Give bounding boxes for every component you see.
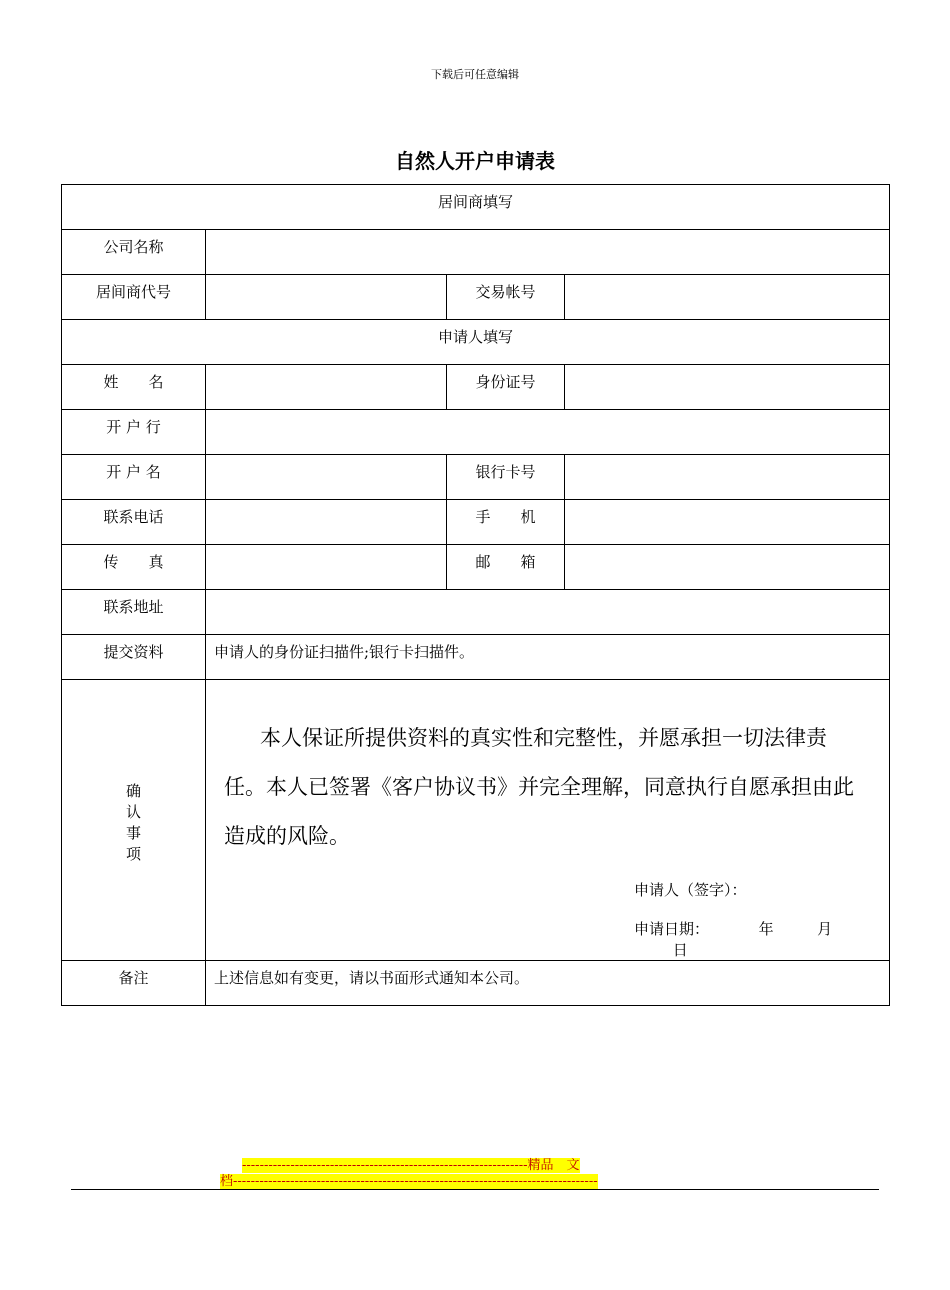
- confirm-row: [62, 680, 890, 961]
- confirm-label-char: 确: [125, 782, 141, 800]
- footer-watermark: [220, 1158, 730, 1190]
- bank-field[interactable]: [206, 410, 890, 455]
- footer-line2-prefix: 档: [220, 1174, 234, 1189]
- footer-rule: [71, 1189, 879, 1190]
- date-line: [634, 918, 865, 960]
- signature-line: [634, 879, 865, 900]
- mobile-field[interactable]: [565, 500, 890, 545]
- trading-account-label: 交易帐号: [447, 275, 565, 320]
- company-name-row: [62, 230, 890, 275]
- phone-label: 联系电话: [62, 500, 206, 545]
- company-name-field[interactable]: [206, 230, 890, 275]
- footer-line1: -----------------------------------------------------------------精品 文: [242, 1158, 580, 1173]
- bank-label: 开 户 行: [62, 410, 206, 455]
- remarks-value: 上述信息如有变更，请以书面形式通知本公司。: [206, 961, 890, 1006]
- address-field[interactable]: [206, 590, 890, 635]
- confirm-label: [70, 686, 197, 960]
- confirm-label-char: 事: [125, 824, 141, 842]
- applicant-section-header: 申请人填写: [62, 320, 890, 365]
- phone-row: [62, 500, 890, 545]
- applicant-section-row: [62, 320, 890, 365]
- id-number-label: 身份证号: [447, 365, 565, 410]
- broker-section-row: [62, 185, 890, 230]
- form-title: 自然人开户申请表: [395, 149, 555, 173]
- remarks-row: [62, 961, 890, 1006]
- bank-card-field[interactable]: [565, 455, 890, 500]
- confirm-label-char: 项: [125, 845, 141, 863]
- date-year: 年: [758, 920, 774, 938]
- phone-field[interactable]: [206, 500, 447, 545]
- account-name-field[interactable]: [206, 455, 447, 500]
- documents-row: [62, 635, 890, 680]
- broker-code-label: 居间商代号: [62, 275, 206, 320]
- confirm-label-cell: [62, 680, 206, 961]
- broker-section-header: 居间商填写: [62, 185, 890, 230]
- declaration-text: 本人保证所提供资料的真实性和完整性，并愿承担一切法律责任。本人已签署《客户协议书》并完全理解，同意执行自愿承担由此造成的风险。: [224, 726, 854, 848]
- fax-row: [62, 545, 890, 590]
- name-label: 姓 名: [62, 365, 206, 410]
- address-label: 联系地址: [62, 590, 206, 635]
- date-day: 日: [672, 941, 688, 959]
- mobile-label: 手 机: [447, 500, 565, 545]
- broker-code-field[interactable]: [206, 275, 447, 320]
- company-name-label: 公司名称: [62, 230, 206, 275]
- address-row: [62, 590, 890, 635]
- signature-label: 申请人（签字）：: [634, 881, 747, 899]
- documents-label: 提交资料: [62, 635, 206, 680]
- name-row: [62, 365, 890, 410]
- trading-account-field[interactable]: [565, 275, 890, 320]
- date-label: 申请日期：: [634, 920, 710, 938]
- id-number-field[interactable]: [565, 365, 890, 410]
- fax-label: 传 真: [62, 545, 206, 590]
- broker-code-row: [62, 275, 890, 320]
- confirm-content: [206, 680, 890, 961]
- fax-field[interactable]: [206, 545, 447, 590]
- footer-line2: -----------------------------------------------------------------------------------: [233, 1174, 598, 1189]
- account-name-row: [62, 455, 890, 500]
- account-name-label: 开 户 名: [62, 455, 206, 500]
- email-field[interactable]: [565, 545, 890, 590]
- confirm-label-char: 认: [125, 803, 141, 821]
- name-field[interactable]: [206, 365, 447, 410]
- documents-value: 申请人的身份证扫描件;银行卡扫描件。: [206, 635, 890, 680]
- remarks-label: 备注: [62, 961, 206, 1006]
- application-form: [61, 184, 890, 1006]
- email-label: 邮 箱: [447, 545, 565, 590]
- bank-row: [62, 410, 890, 455]
- date-month: 月: [817, 920, 833, 938]
- bank-card-label: 银行卡号: [447, 455, 565, 500]
- header-note: 下载后可任意编辑: [431, 68, 519, 81]
